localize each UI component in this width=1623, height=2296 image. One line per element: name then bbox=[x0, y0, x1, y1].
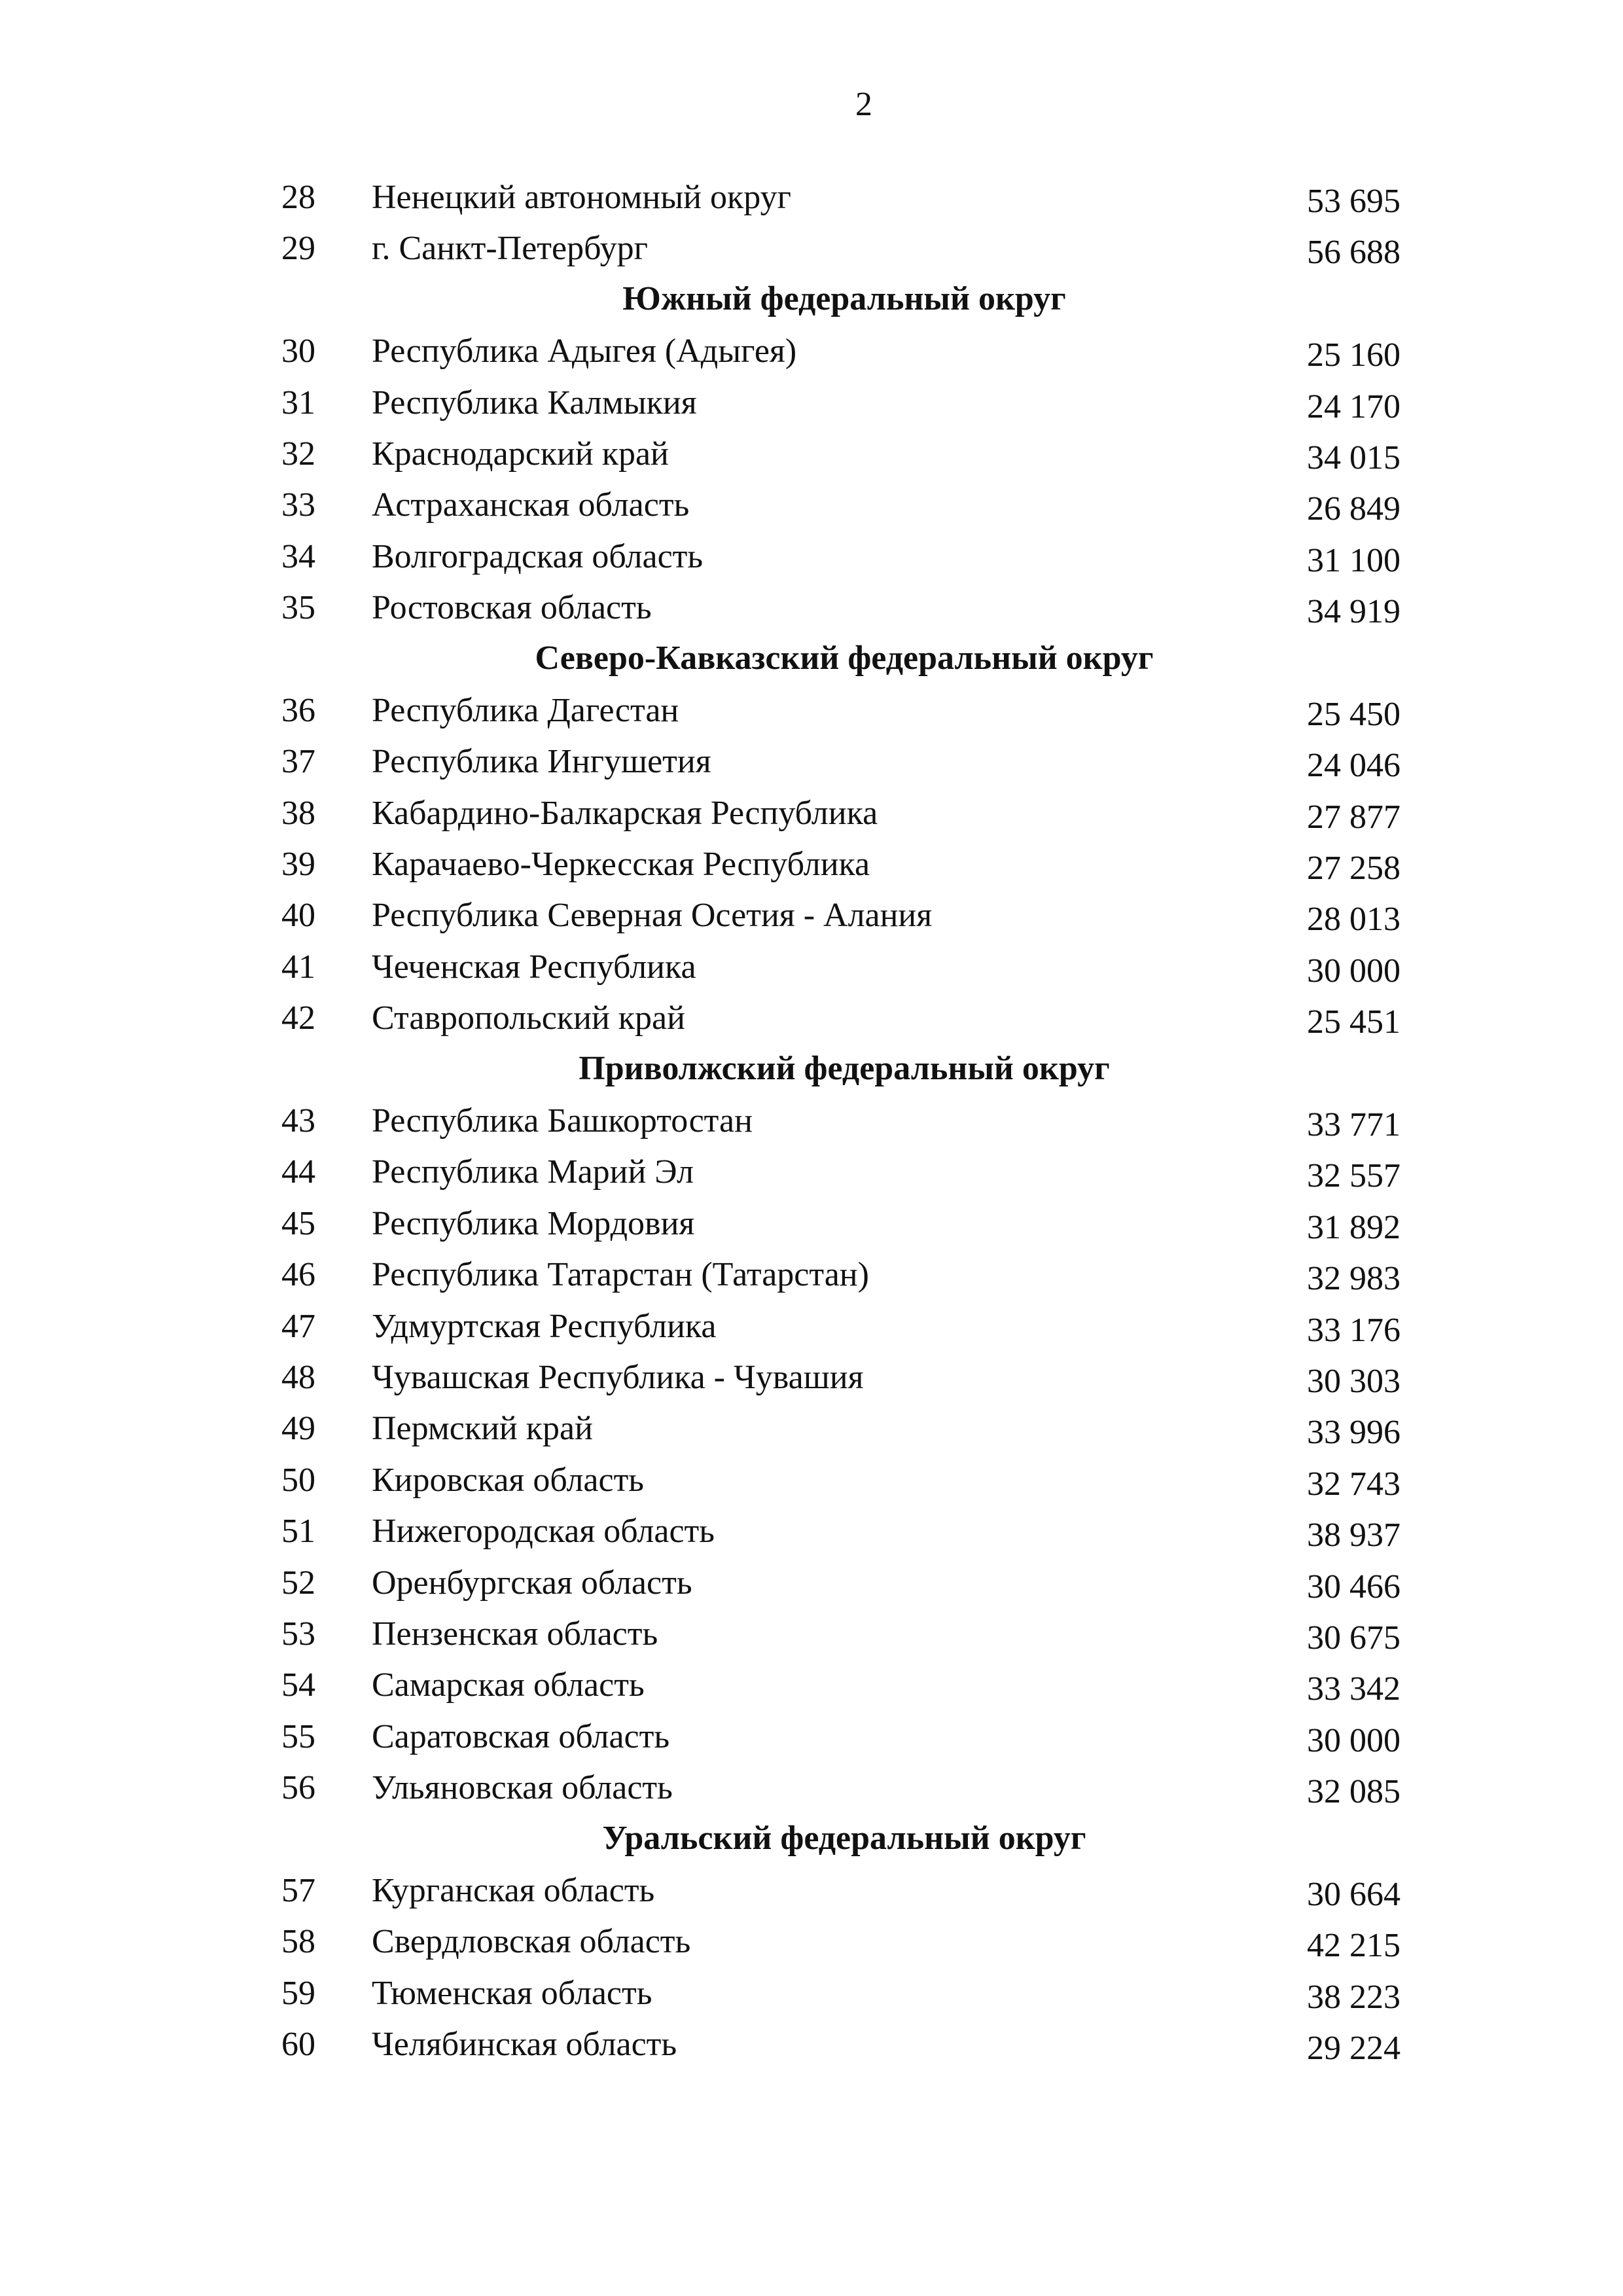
region-value: 25 451 bbox=[1307, 1003, 1400, 1041]
region-name: Удмуртская Республика bbox=[372, 1307, 717, 1345]
table-row bbox=[0, 1457, 1623, 1508]
region-value: 29 224 bbox=[1307, 2030, 1400, 2068]
row-number: 45 bbox=[281, 1204, 315, 1242]
table-row bbox=[0, 687, 1623, 738]
region-name: Курганская область bbox=[372, 1871, 655, 1909]
district-heading bbox=[0, 277, 1623, 328]
region-value: 25 160 bbox=[1307, 336, 1400, 374]
region-name: Саратовская область bbox=[372, 1717, 670, 1755]
region-name: Республика Ингушетия bbox=[372, 743, 711, 781]
row-number: 31 bbox=[281, 384, 315, 422]
region-value: 32 557 bbox=[1307, 1157, 1400, 1195]
region-value: 30 664 bbox=[1307, 1875, 1400, 1913]
table-row bbox=[0, 328, 1623, 379]
region-name: Республика Татарстан (Татарстан) bbox=[372, 1256, 869, 1294]
region-value: 25 450 bbox=[1307, 695, 1400, 733]
row-number: 46 bbox=[281, 1256, 315, 1294]
table-row bbox=[0, 584, 1623, 636]
region-name: Республика Калмыкия bbox=[372, 384, 697, 422]
region-name: Республика Северная Осетия - Алания bbox=[372, 897, 933, 935]
row-number: 48 bbox=[281, 1358, 315, 1396]
row-number: 30 bbox=[281, 332, 315, 370]
row-number: 38 bbox=[281, 794, 315, 832]
region-value: 56 688 bbox=[1307, 234, 1400, 272]
row-number: 28 bbox=[281, 179, 315, 216]
row-number: 42 bbox=[281, 999, 315, 1037]
region-name: Чеченская Республика bbox=[372, 948, 696, 986]
row-number: 34 bbox=[281, 537, 315, 575]
region-name: Республика Марий Эл bbox=[372, 1153, 694, 1191]
region-value: 24 046 bbox=[1307, 747, 1400, 785]
region-value: 33 996 bbox=[1307, 1414, 1400, 1452]
row-number: 56 bbox=[281, 1769, 315, 1807]
region-value: 27 877 bbox=[1307, 798, 1400, 836]
region-name: Ставропольский край bbox=[372, 999, 685, 1037]
row-number: 40 bbox=[281, 897, 315, 935]
region-value: 33 342 bbox=[1307, 1670, 1400, 1708]
row-number: 53 bbox=[281, 1615, 315, 1653]
table-row bbox=[0, 1867, 1623, 1918]
region-name: Пермский край bbox=[372, 1410, 593, 1448]
table-row bbox=[0, 2021, 1623, 2072]
row-number: 58 bbox=[281, 1923, 315, 1961]
region-name: Карачаево-Черкесская Республика bbox=[372, 846, 870, 884]
district-heading-title: Уральский федеральный округ bbox=[602, 1819, 1086, 1857]
region-name: Пензенская область bbox=[372, 1615, 658, 1653]
row-number: 44 bbox=[281, 1153, 315, 1191]
region-value: 33 176 bbox=[1307, 1311, 1400, 1349]
region-value: 27 258 bbox=[1307, 850, 1400, 888]
district-heading bbox=[0, 636, 1623, 687]
region-name: Оренбургская область bbox=[372, 1564, 692, 1602]
table-row bbox=[0, 1098, 1623, 1149]
row-number: 50 bbox=[281, 1461, 315, 1499]
region-value: 31 100 bbox=[1307, 541, 1400, 579]
region-value: 38 223 bbox=[1307, 1978, 1400, 2016]
region-name: Кабардино-Балкарская Республика bbox=[372, 794, 878, 832]
table-row bbox=[0, 1149, 1623, 1200]
row-number: 55 bbox=[281, 1717, 315, 1755]
table-row bbox=[0, 533, 1623, 584]
region-value: 34 015 bbox=[1307, 439, 1400, 476]
region-name: Астраханская область bbox=[372, 486, 690, 524]
row-number: 54 bbox=[281, 1666, 315, 1704]
table-row bbox=[0, 1508, 1623, 1559]
region-value: 38 937 bbox=[1307, 1516, 1400, 1554]
region-value: 24 170 bbox=[1307, 387, 1400, 425]
table-row bbox=[0, 1405, 1623, 1456]
row-number: 35 bbox=[281, 589, 315, 627]
region-name: Самарская область bbox=[372, 1666, 645, 1704]
table-row bbox=[0, 944, 1623, 995]
region-value: 28 013 bbox=[1307, 901, 1400, 939]
region-name: Республика Мордовия bbox=[372, 1204, 695, 1242]
district-heading-title: Приволжский федеральный округ bbox=[579, 1049, 1110, 1087]
region-value: 30 000 bbox=[1307, 1721, 1400, 1759]
row-number: 49 bbox=[281, 1410, 315, 1448]
region-name: Краснодарский край bbox=[372, 435, 669, 473]
table-row bbox=[0, 225, 1623, 276]
table-row bbox=[0, 1354, 1623, 1405]
table-row bbox=[0, 841, 1623, 892]
table-row bbox=[0, 1970, 1623, 2021]
region-name: Республика Башкортостан bbox=[372, 1102, 753, 1140]
region-value: 30 303 bbox=[1307, 1362, 1400, 1400]
table-row bbox=[0, 738, 1623, 789]
table-row bbox=[0, 380, 1623, 431]
table-row bbox=[0, 1611, 1623, 1662]
region-value: 33 771 bbox=[1307, 1106, 1400, 1144]
district-heading-title: Южный федеральный округ bbox=[622, 279, 1066, 317]
region-value: 30 000 bbox=[1307, 952, 1400, 990]
region-name: Нижегородская область bbox=[372, 1513, 715, 1551]
row-number: 52 bbox=[281, 1564, 315, 1602]
region-value: 26 849 bbox=[1307, 490, 1400, 528]
region-name: Чувашская Республика - Чувашия bbox=[372, 1358, 864, 1396]
region-value: 34 919 bbox=[1307, 593, 1400, 631]
table-row bbox=[0, 482, 1623, 533]
table-row bbox=[0, 1713, 1623, 1765]
region-name: Республика Дагестан bbox=[372, 691, 679, 729]
region-name: Волгоградская область bbox=[372, 537, 704, 575]
region-value: 31 892 bbox=[1307, 1208, 1400, 1246]
table-row bbox=[0, 790, 1623, 841]
row-number: 59 bbox=[281, 1974, 315, 2012]
table-row bbox=[0, 431, 1623, 482]
region-value: 42 215 bbox=[1307, 1927, 1400, 1965]
region-name: Свердловская область bbox=[372, 1923, 691, 1961]
table-row bbox=[0, 1918, 1623, 1969]
row-number: 39 bbox=[281, 846, 315, 884]
row-number: 32 bbox=[281, 435, 315, 473]
region-value: 30 466 bbox=[1307, 1568, 1400, 1605]
region-name: Челябинская область bbox=[372, 2026, 677, 2064]
region-name: Тюменская область bbox=[372, 1974, 652, 2012]
table-row bbox=[0, 1303, 1623, 1354]
district-heading-title: Северо-Кавказский федеральный округ bbox=[535, 639, 1154, 677]
district-heading bbox=[0, 1047, 1623, 1098]
row-number: 60 bbox=[281, 2026, 315, 2064]
region-name: Республика Адыгея (Адыгея) bbox=[372, 332, 797, 370]
row-number: 47 bbox=[281, 1307, 315, 1345]
region-name: Кировская область bbox=[372, 1461, 645, 1499]
district-heading bbox=[0, 1816, 1623, 1867]
region-name: Ульяновская область bbox=[372, 1769, 673, 1807]
region-value: 32 743 bbox=[1307, 1465, 1400, 1503]
table-row bbox=[0, 1251, 1623, 1302]
row-number: 36 bbox=[281, 691, 315, 729]
table-row bbox=[0, 1200, 1623, 1251]
table-row bbox=[0, 1765, 1623, 1816]
row-number: 51 bbox=[281, 1513, 315, 1551]
row-number: 41 bbox=[281, 948, 315, 986]
page-number: 2 bbox=[855, 86, 872, 123]
row-number: 57 bbox=[281, 1871, 315, 1909]
region-value: 30 675 bbox=[1307, 1619, 1400, 1657]
region-name: г. Санкт-Петербург bbox=[372, 230, 648, 268]
region-value: 53 695 bbox=[1307, 183, 1400, 220]
region-value: 32 085 bbox=[1307, 1773, 1400, 1811]
region-table bbox=[0, 174, 1623, 2072]
table-row bbox=[0, 892, 1623, 943]
row-number: 33 bbox=[281, 486, 315, 524]
table-row bbox=[0, 995, 1623, 1046]
region-name: Ненецкий автономный округ bbox=[372, 179, 791, 216]
table-row bbox=[0, 1560, 1623, 1611]
row-number: 43 bbox=[281, 1102, 315, 1140]
row-number: 37 bbox=[281, 743, 315, 781]
table-row bbox=[0, 174, 1623, 225]
row-number: 29 bbox=[281, 230, 315, 268]
region-value: 32 983 bbox=[1307, 1260, 1400, 1298]
region-name: Ростовская область bbox=[372, 589, 652, 627]
table-row bbox=[0, 1662, 1623, 1713]
